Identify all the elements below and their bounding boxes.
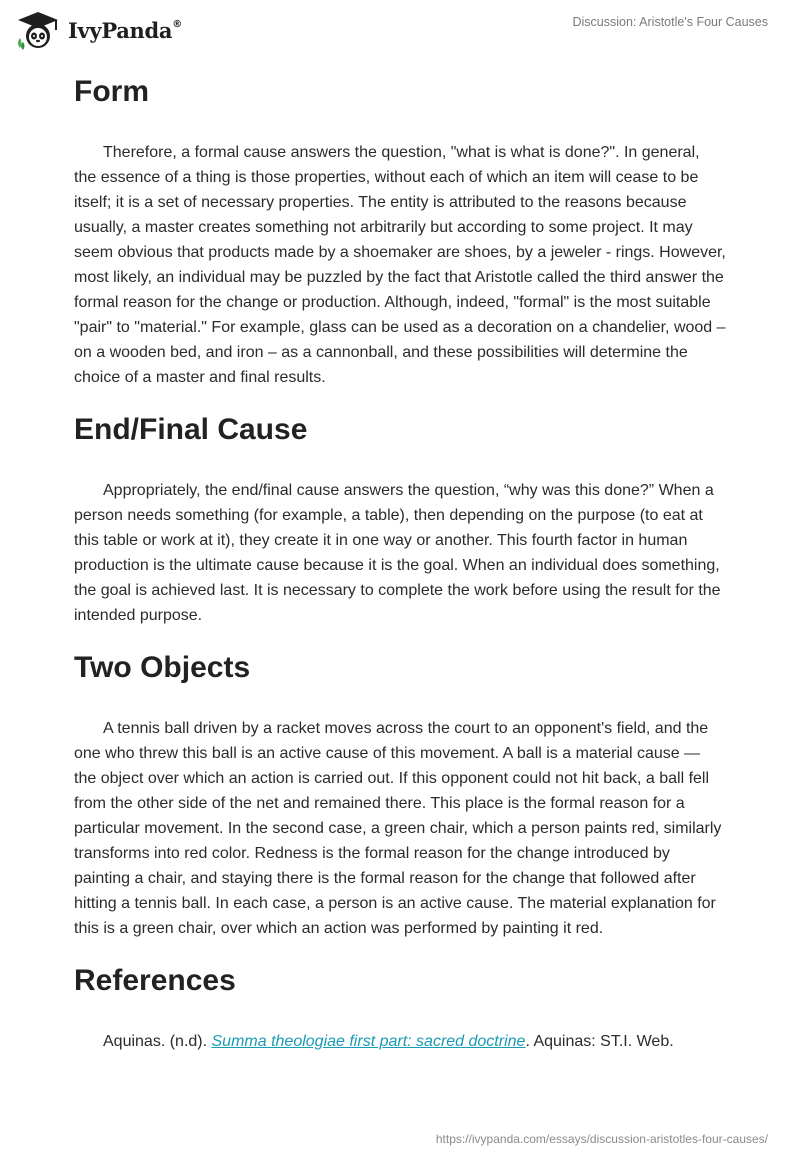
section-references	[74, 959, 726, 1054]
section-paragraph: Therefore, a formal cause answers the question, "what is what is done?". In general, the essence of a thing is those properties, without each of which an item will cease to be itself; it is a set of necessary properties. The entity is attributed to the reasons because usually, a master creates something not arbitrarily but according to some project. It may seem obvious that products made by a shoemaker are shoes, by a jeweler - rings. However, most likely, an individual may be puzzled by the fact that Aristotle called the third answer the formal reason for the change or production. Although, indeed, "formal" is the most suitable "pair" to "material." For example, glass can be used as a decoration on a chandelier, wood – on a wooden bed, and iron – as a cannonball, and these possibilities will determine the choice of a master and final results.	[74, 144, 726, 386]
article-content	[74, 70, 726, 1054]
reference-prefix: Aquinas. (n.d).	[103, 1033, 212, 1050]
section-form	[74, 70, 726, 390]
section-final-cause	[74, 408, 726, 628]
footer-url[interactable]: https://ivypanda.com/essays/discussion-aristotles-four-causes/	[435, 1132, 768, 1146]
page-header	[0, 0, 800, 60]
section-paragraph: Appropriately, the end/final cause answers the question, “why was this done?” When a person needs something (for example, a table), then depending on the purpose (to eat at this table or work at it), they create it in one way or another. This fourth factor in human production is the ultimate cause because it is the goal. When an individual does something, the goal is achieved last. It is necessary to complete the work before using the result for the intended purpose.	[74, 482, 721, 624]
reference-entry	[74, 1029, 726, 1054]
logo[interactable]	[14, 10, 182, 50]
panda-logo-icon	[14, 10, 62, 50]
section-heading: End/Final Cause	[74, 413, 308, 446]
section-heading: References	[74, 964, 236, 997]
section-heading: Form	[74, 75, 149, 108]
section-two-objects	[74, 646, 726, 941]
section-heading: Two Objects	[74, 651, 251, 684]
brand-name: IvyPanda®	[68, 17, 182, 43]
reference-link[interactable]: Summa theologiae first part: sacred doctrine	[211, 1033, 526, 1050]
section-paragraph: A tennis ball driven by a racket moves across the court to an opponent's field, and the one who threw this ball is an active cause of this movement. A ball is a material cause — the object over which an action is carried out. If this opponent could not hit back, a ball fell from the other side of the net and remained there. This place is the formal reason for a particular movement. In the second case, a green chair, which a person paints red, similarly transforms into red color. Redness is the formal reason for the change introduced by painting a chair, and staying there is the formal reason for the change that followed after hitting a tennis ball. In each case, a person is an active cause. The material explanation for this is a green chair, over which an action was performed by painting it red.	[74, 720, 722, 937]
document-title: Discussion: Aristotle's Four Causes	[572, 15, 768, 29]
reference-suffix: . Aquinas: ST.I. Web.	[525, 1033, 674, 1050]
